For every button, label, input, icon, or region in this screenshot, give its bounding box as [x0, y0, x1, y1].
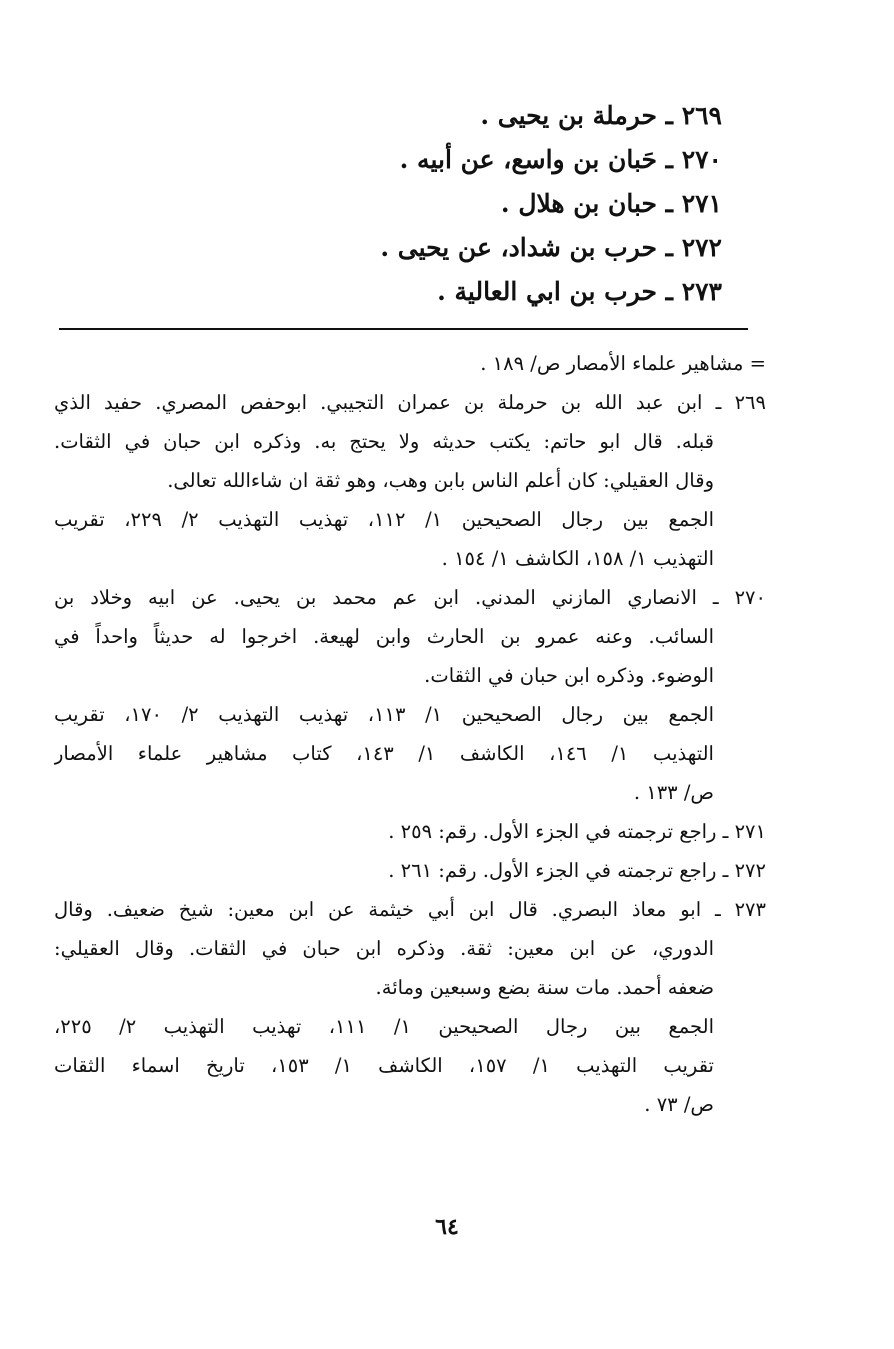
footnote-273-reference: الجمع بين رجال الصحيحين ١/ ١١١، تهذيب التهذيب ٢/ ٢٢٥،	[54, 1015, 714, 1038]
footnote-271-line: ٢٧١ ـ راجع ترجمته في الجزء الأول. رقم: ٢٥٩ .	[388, 820, 766, 843]
footnote-270-line: الوضوء. وذكره ابن حبان في الثقات.	[424, 664, 714, 687]
entry-273: ٢٧٣ ـ حرب بن ابي العالية .	[437, 277, 722, 306]
footnote-272-line: ٢٧٢ ـ راجع ترجمته في الجزء الأول. رقم: ٢٦١ .	[388, 859, 766, 882]
footnote-269-reference: التهذيب ١/ ١٥٨، الكاشف ١/ ١٥٤ .	[441, 547, 714, 570]
footnote-269-line: وقال العقيلي: كان أعلم الناس بابن وهب، وهو ثقة ان شاءالله تعالى.	[167, 469, 714, 492]
footnote-separator	[59, 328, 748, 330]
footnote-270-line: ٢٧٠ ـ الانصاري المازني المدني. ابن عم محمد بن يحيى. عن ابيه وخلاد بن	[54, 586, 766, 609]
footnote-continuation-line: = مشاهير علماء الأمصار ص/ ١٨٩ .	[480, 352, 766, 375]
footnote-273-line: ٢٧٣ ـ ابو معاذ البصري. قال ابن أبي خيثمة عن ابن معين: شيخ ضعيف. وقال	[54, 898, 766, 921]
footnote-270-reference: الجمع بين رجال الصحيحين ١/ ١١٣، تهذيب التهذيب ٢/ ١٧٠، تقريب	[54, 703, 714, 726]
footnote-270-reference: التهذيب ١/ ١٤٦، الكاشف ١/ ١٤٣، كتاب مشاهير علماء الأمصار	[54, 742, 714, 765]
footnote-270-reference: ص/ ١٣٣ .	[633, 781, 714, 804]
footnote-269-line: ٢٦٩ ـ ابن عبد الله بن حرملة بن عمران التجيبي. ابوحفص المصري. حفيد الذي	[54, 391, 766, 414]
footnotes	[54, 344, 766, 1124]
footnote-273-line: الدوري، عن ابن معين: ثقة. وذكره ابن حبان في الثقات. وقال العقيلي:	[54, 937, 714, 960]
footnote-269-reference: الجمع بين رجال الصحيحين ١/ ١١٢، تهذيب التهذيب ٢/ ٢٢٩، تقريب	[54, 508, 714, 531]
entry-272: ٢٧٢ ـ حرب بن شداد، عن يحيى .	[380, 233, 722, 262]
footnote-273-reference: تقريب التهذيب ١/ ١٥٧، الكاشف ١/ ١٥٣، تاريخ اسماء الثقات	[54, 1054, 714, 1077]
footnote-273-reference: ص/ ٧٣ .	[644, 1093, 714, 1116]
page-number: ٦٤	[435, 1214, 459, 1240]
footnote-270-line: السائب. وعنه عمرو بن الحارث وابن لهيعة. اخرجوا له حديثاً واحداً في	[54, 625, 714, 648]
main-entries	[162, 94, 722, 314]
entry-270: ٢٧٠ ـ حَبان بن واسع، عن أبيه .	[399, 145, 722, 174]
entry-269: ٢٦٩ ـ حرملة بن يحيى .	[480, 101, 722, 130]
footnote-269-line: قبله. قال ابو حاتم: يكتب حديثه ولا يحتج به. وذكره ابن حبان في الثقات.	[54, 430, 714, 453]
footnote-273-line: ضعفه أحمد. مات سنة بضع وسبعين ومائة.	[375, 976, 714, 999]
entry-271: ٢٧١ ـ حبان بن هلال .	[500, 189, 722, 218]
